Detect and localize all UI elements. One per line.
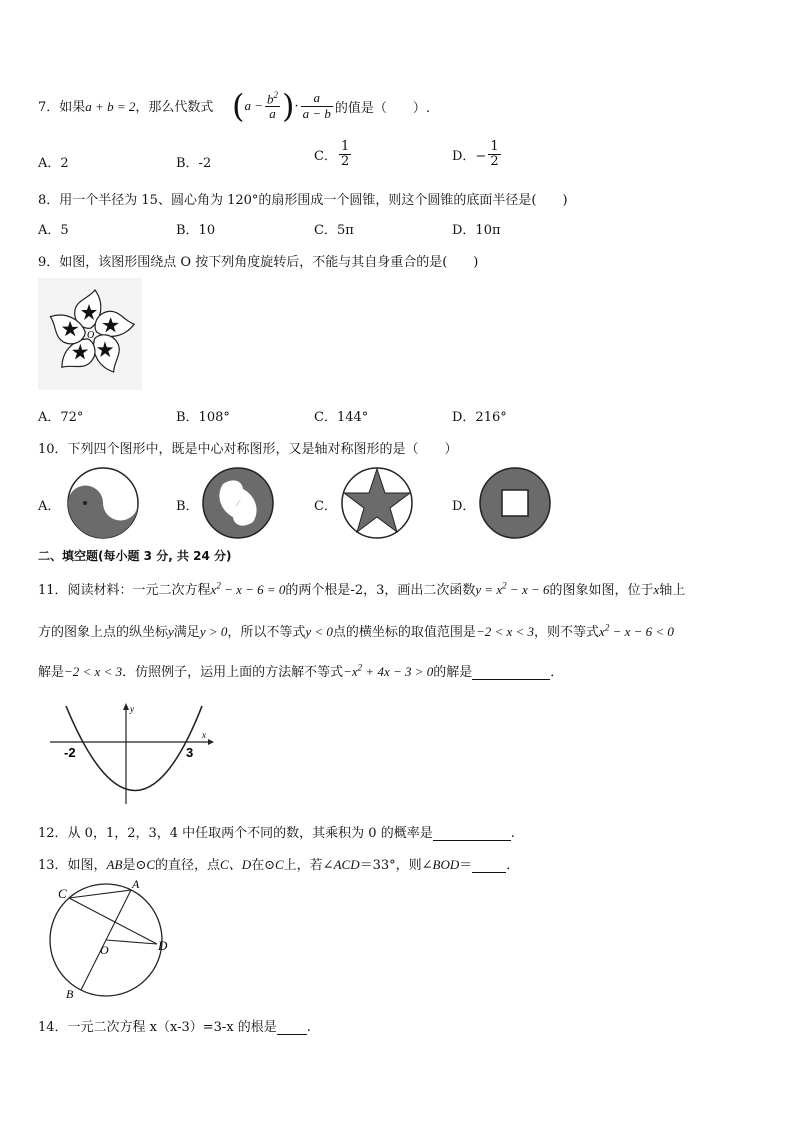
q7-text-3: 的值是（ ）. bbox=[334, 100, 431, 116]
q10-label-c: C． bbox=[314, 499, 337, 514]
q8-option-d: D．10π bbox=[452, 223, 501, 238]
q7-c-num: 1 bbox=[340, 139, 350, 154]
q11-l1-x: x bbox=[653, 582, 660, 597]
q11-l2-cond: y > 0 bbox=[199, 624, 228, 639]
q8-option-b: B．10 bbox=[176, 223, 216, 238]
q11-l1-eq: $x^2 - x - 6 = 0$ bbox=[210, 580, 286, 597]
q8-option-c: C．5π bbox=[314, 223, 354, 238]
q11-l2-ineq: y < 0 bbox=[305, 624, 333, 639]
q7-option-d bbox=[452, 140, 503, 170]
q13-line bbox=[38, 854, 519, 873]
q11-l1-text-b: 的两个根是-2，3，画出二次函数 bbox=[285, 583, 476, 598]
q13-ab: AB bbox=[106, 857, 123, 872]
q7-fraction-1 bbox=[265, 91, 280, 122]
q11-l2-text-b: 满足 bbox=[173, 625, 200, 640]
q7-option-b: B．-2 bbox=[176, 156, 212, 171]
q13-circle-figure bbox=[40, 876, 176, 1002]
q11-x-label: x bbox=[202, 730, 206, 740]
q7-fraction-2 bbox=[301, 91, 333, 121]
q11-line-1 bbox=[38, 579, 685, 598]
q7-option-a: A．2 bbox=[38, 156, 69, 171]
q7-option-c-label: C． bbox=[314, 149, 337, 165]
q13-text-c: 的直径，点 bbox=[155, 858, 221, 873]
q7-condition: a + b = 2 bbox=[85, 99, 136, 114]
q11-parabola-graph bbox=[48, 700, 214, 808]
q10-label-b: B． bbox=[176, 499, 199, 514]
q7-text-1: 如果 bbox=[59, 100, 86, 115]
q13-cd: C、D bbox=[220, 857, 252, 872]
q11-y-label: y bbox=[130, 704, 134, 714]
q13-label-o: O bbox=[100, 943, 109, 957]
q7-right-paren: ) bbox=[282, 87, 295, 125]
q10-label-d: D． bbox=[452, 499, 476, 514]
q7-option-d-label: D．− bbox=[452, 149, 487, 165]
q9-option-b: B．108° bbox=[176, 410, 230, 425]
q11-y-arrow bbox=[123, 703, 129, 710]
q10-star-figure bbox=[340, 466, 414, 540]
q9-option-c: C．144° bbox=[314, 410, 369, 425]
q11-answer-blank[interactable] bbox=[472, 667, 550, 680]
q11-line-3 bbox=[38, 661, 563, 680]
q9-option-a: A．72° bbox=[38, 410, 84, 425]
q9-center-label: O bbox=[87, 330, 95, 341]
q13-text-d: 在⊙ bbox=[251, 858, 275, 873]
q13-circle-c2: C bbox=[275, 857, 284, 872]
q8-text: 8．用一个半径为 15、圆心角为 120°的扇形围成一个圆锥，则这个圆锥的底面半径是( ) bbox=[38, 193, 568, 208]
q11-l3-text-a: 解是 bbox=[38, 665, 65, 680]
q11-l3-range: −2 < x < 3 bbox=[64, 664, 123, 679]
q13-label-d: D bbox=[158, 938, 168, 953]
q7-f1-num: b bbox=[267, 90, 274, 106]
q14-line bbox=[38, 1016, 311, 1035]
q13-answer-blank[interactable] bbox=[472, 860, 506, 873]
q13-label-b: B bbox=[66, 987, 74, 1001]
question-7 bbox=[38, 96, 213, 115]
q7-option-c bbox=[314, 140, 353, 170]
q13-text-f: ＝33°，则∠ bbox=[359, 858, 433, 873]
q13-text-e: 上，若∠ bbox=[283, 858, 334, 873]
q12-text: 12．从 0，1，2，3，4 中任取两个不同的数，其乘积为 0 的概率是 bbox=[38, 826, 433, 841]
q7-f2-den: a − b bbox=[302, 105, 331, 121]
q13-chord-cd bbox=[69, 898, 157, 944]
q13-text-g: ＝ bbox=[459, 858, 473, 873]
q11-l1-text-a: 11．阅读材料：一元二次方程 bbox=[38, 583, 211, 598]
q7-dot: · bbox=[294, 98, 299, 114]
q9-text: 9．如图，该图形围绕点 O 按下列角度旋转后，不能与其自身重合的是( ) bbox=[38, 255, 479, 270]
q8-option-a: A．5 bbox=[38, 223, 69, 238]
q11-l2-text-h: ，则不等式 bbox=[534, 625, 600, 640]
q7-expression bbox=[232, 84, 430, 128]
q12-answer-blank[interactable] bbox=[433, 828, 511, 841]
q7-option-d-fraction bbox=[488, 140, 500, 170]
q11-l2-ineq2: $x^2 - x - 6 < 0$ bbox=[599, 622, 674, 639]
q13-acd: ACD bbox=[333, 857, 360, 872]
q7-expr-a: a − bbox=[244, 98, 264, 113]
q13-end: ． bbox=[506, 858, 520, 873]
q11-l1-text-d: 轴上 bbox=[659, 583, 686, 598]
q7-d-den: 2 bbox=[490, 154, 499, 170]
q11-root-left: -2 bbox=[64, 745, 76, 760]
q12-end: . bbox=[510, 826, 515, 841]
q14-end: . bbox=[306, 1020, 311, 1035]
q11-l1-text-c: 的图象如图，位于 bbox=[549, 583, 654, 598]
q13-circle-c1: C bbox=[146, 857, 156, 872]
q11-l2-text-a: 方的图象上点的纵坐标 bbox=[38, 625, 169, 640]
q7-d-num: 1 bbox=[490, 139, 499, 154]
q11-l2-text-d: ，所以不等式 bbox=[227, 625, 306, 640]
q7-left-paren: ( bbox=[232, 87, 245, 125]
q7-number: 7． bbox=[38, 100, 60, 115]
q7-f1-den: a bbox=[269, 106, 276, 122]
section-2-title: 二、填空题(每小题 3 分, 共 24 分) bbox=[38, 549, 232, 563]
q13-label-c: C bbox=[58, 886, 67, 901]
q7-f2-num: a bbox=[301, 91, 333, 106]
q11-l2-range: −2 < x < 3 bbox=[475, 624, 535, 639]
q13-label-a: A bbox=[132, 877, 140, 891]
q11-l3-text-e: 的解是 bbox=[433, 665, 473, 680]
q13-text-a: 13．如图， bbox=[38, 858, 107, 873]
q13-bod: BOD bbox=[432, 857, 460, 872]
q11-parabola-curve bbox=[66, 706, 202, 791]
q9-option-d: D．216° bbox=[452, 410, 507, 425]
q11-l2-y: y bbox=[168, 624, 174, 639]
q10-yin-yang-figure bbox=[66, 466, 140, 540]
q11-l3-text-c: ．仿照例子，运用上面的方法解不等式 bbox=[122, 665, 344, 680]
q10-coin-figure bbox=[478, 466, 552, 540]
q14-text: 14．一元二次方程 x（x-3）=3-x 的根是 bbox=[38, 1020, 277, 1035]
q9-pinwheel-figure bbox=[38, 278, 142, 390]
q11-x-arrow bbox=[208, 739, 214, 745]
q11-l2-text-f: 点的横坐标的取值范围是 bbox=[332, 625, 476, 640]
q7-option-c-fraction bbox=[339, 140, 351, 170]
q13-text-b: 是⊙ bbox=[122, 858, 147, 873]
q11-root-right: 3 bbox=[186, 745, 194, 760]
q7-f1-num-sup: 2 bbox=[273, 89, 279, 100]
q14-answer-blank[interactable] bbox=[277, 1022, 307, 1035]
q10-swirl-figure bbox=[201, 466, 275, 540]
q11-l3-ineq: $-x^2 + 4x - 3 > 0$ bbox=[343, 662, 434, 679]
q10-text: 10．下列四个图形中，既是中心对称图形，又是轴对称图形的是（ ） bbox=[38, 442, 458, 457]
q7-c-den: 2 bbox=[340, 154, 350, 170]
q11-l3-end: ． bbox=[550, 665, 564, 680]
q12-line bbox=[38, 822, 515, 841]
q10-label-a: A． bbox=[38, 499, 61, 514]
q11-line-2 bbox=[38, 621, 674, 640]
q11-l1-func: $y = x^2 - x - 6$ bbox=[475, 580, 550, 597]
q7-text-2: ，那么代数式 bbox=[135, 100, 214, 115]
